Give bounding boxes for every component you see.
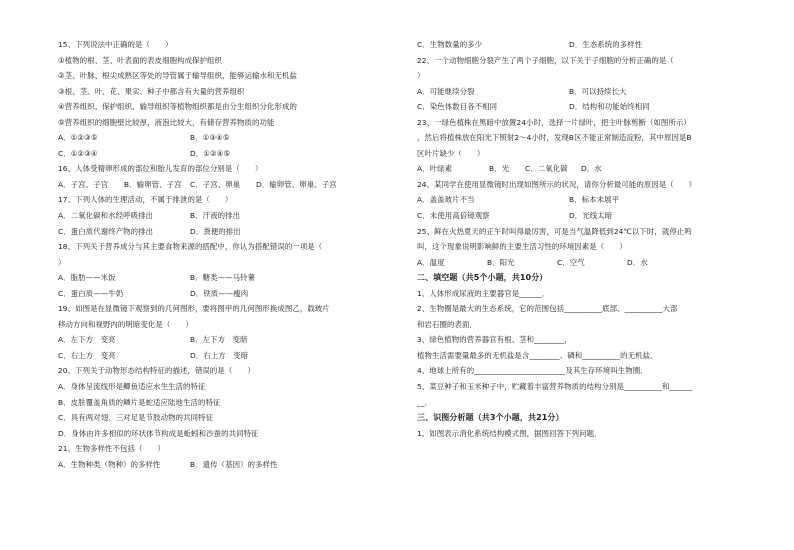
question-17-options-cd bbox=[58, 227, 388, 236]
question-21-option-a: A．生物种类（物种）的多样性 bbox=[58, 459, 161, 469]
question-22-stem: 22、一个动物细胞分裂产生了两个子细胞，以下关于子细胞的分析正确的是（ bbox=[417, 55, 674, 65]
question-19-option-b: B．左下方 变暗 bbox=[190, 335, 248, 345]
question-22-stem-cont: ） bbox=[417, 71, 425, 81]
question-23-stem: 23、一绿色植株在黑暗中放置24小时，选择一片绿叶，把主叶脉剪断（如图所示） bbox=[417, 117, 691, 127]
question-18-option-d: D．铁质——瘦肉 bbox=[190, 288, 249, 298]
question-20-stem: 20、下列关于动物形态结构特征的描述，错误的是（ ） bbox=[58, 366, 255, 376]
question-19-option-d: D．右上方 变暗 bbox=[190, 350, 249, 360]
question-23-option-d: D．水 bbox=[581, 164, 602, 174]
question-21-option-b: B．遗传（基因）的多样性 bbox=[190, 459, 278, 469]
question-23-options bbox=[417, 164, 752, 173]
question-17-stem: 17、下列人体的生理活动，不属于排泄的是（ ） bbox=[58, 195, 233, 205]
question-18-option-b: B．糖类——马铃薯 bbox=[190, 273, 256, 283]
question-25-options bbox=[417, 258, 752, 267]
question-15-statement-4: ④营养组织、保护组织、输导组织等植物组织都是由分生组织分化形成的 bbox=[58, 102, 297, 112]
question-24-option-d: D．光线太暗 bbox=[569, 211, 613, 221]
question-17-option-a: A．二氧化碳和水经呼吸排出 bbox=[58, 211, 154, 221]
question-18-options-ab bbox=[58, 273, 388, 282]
question-23-stem-cont-2: 区叶片缺少（ ） bbox=[417, 148, 485, 158]
question-21-option-d: D．生态系统的多样性 bbox=[569, 40, 643, 49]
fill-blank-4: 4、地球上所有的________________________及其生存环境叫生物圈． bbox=[417, 366, 648, 376]
question-15-statement-1: ①植物的根、茎、叶表面的表皮细胞构成保护组织 bbox=[58, 55, 223, 65]
question-15-statement-3: ③根、茎、叶、花、果实、种子中都含有大量的营养组织 bbox=[58, 86, 245, 96]
question-25-option-a: A．温度 bbox=[417, 257, 445, 267]
question-18-option-c: C．蛋白质——牛奶 bbox=[58, 288, 124, 298]
question-20-option-d: D．身体由许多相似的环状体节构成是蚯蚓和沙蚕的共同特征 bbox=[58, 428, 259, 438]
question-17-options-ab bbox=[58, 211, 388, 220]
question-16-option-c: C．子宫、卵巢 bbox=[190, 179, 241, 189]
question-22-options-cd bbox=[417, 102, 752, 111]
question-24-stem: 24、某同学在使用显微镜时出现如图所示的状况，请你分析最可能的原因是（ ） bbox=[417, 179, 697, 189]
question-24-option-c: C．未使用高倍镜观察 bbox=[417, 211, 490, 221]
question-24-options-ab bbox=[417, 195, 752, 204]
question-15-option-a: A．①②③⑤ bbox=[58, 133, 98, 143]
question-23-option-b: B．光 bbox=[489, 164, 510, 174]
question-15-stem: 15、下列说法中正确的是（ ） bbox=[58, 40, 173, 49]
question-15-statement-2: ②茎、叶脉、根尖成熟区等处的导管属于输导组织，能够运输水和无机盐 bbox=[58, 71, 297, 81]
question-15-statement-5: ⑤营养组织的细胞壁比较厚，液泡比较大，有储存营养物质的功能 bbox=[58, 117, 275, 127]
question-16-option-d: D．输卵管、卵巢、子宫 bbox=[256, 179, 337, 189]
question-19-options-cd bbox=[58, 351, 388, 360]
question-25-option-c: C．空气 bbox=[557, 257, 585, 267]
question-20-option-b: B．皮肤覆盖角质的鳞片是蛇适应陆地生活的特征 bbox=[58, 397, 221, 407]
section-3-title: 三、识图分析题（共3个小题，共21分） bbox=[417, 413, 564, 423]
question-23-option-c: C．二氧化碳 bbox=[525, 164, 568, 174]
question-18-stem-cont: ） bbox=[58, 257, 66, 267]
question-19-stem-cont: 移动方向和视野内的明暗变化是（ ） bbox=[58, 319, 193, 329]
question-21-options-cd bbox=[417, 40, 752, 49]
question-25-option-d: D．水 bbox=[627, 257, 648, 267]
fill-blank-3-cont: 植物生活需要量最多的无机盐是含________、磷和__________的无机盐． bbox=[417, 350, 658, 360]
question-24-options-cd bbox=[417, 211, 752, 220]
question-23-option-a: A．叶绿素 bbox=[417, 164, 453, 174]
question-25-stem: 25、鲜在火热夏天的正午时叫得最厉害，可是当气温降低到24℃以下时，就停止鸣 bbox=[417, 226, 692, 236]
question-24-option-b: B．标本未展平 bbox=[569, 195, 620, 205]
question-19-option-a: A．左下方 变亮 bbox=[58, 335, 116, 345]
question-16-option-b: B．输卵管、子宫 bbox=[124, 179, 182, 189]
fill-blank-3: 3、绿色植物的营养器官有根、茎和________， bbox=[417, 335, 573, 345]
question-19-options-ab bbox=[58, 335, 388, 344]
fill-blank-2: 2、生物圈是最大的生态系统，它的范围包括__________底部、__________大部 bbox=[417, 304, 678, 314]
fill-blank-2-cont: 和岩石圈的表面． bbox=[417, 319, 477, 329]
question-17-option-b: B．汗液的排出 bbox=[190, 211, 241, 221]
question-15-option-d: D．①②④⑤ bbox=[190, 148, 231, 158]
question-17-option-c: C．蛋白质代谢终产物的排出 bbox=[58, 226, 154, 236]
question-15-options-cd bbox=[58, 149, 388, 158]
question-19-stem: 19、如图是在显微镜下观察到的几何图形，要将图甲的几何图形换成图乙，载玻片 bbox=[58, 304, 330, 314]
question-22-option-d: D．结构和功能始终相同 bbox=[569, 102, 650, 112]
question-21-option-c: C．生物数量的多少 bbox=[417, 40, 483, 49]
question-22-options-ab bbox=[417, 87, 752, 96]
question-18-stem: 18、下列关于营养成分与其主要食物来源的搭配中，你认为搭配错误的一项是（ bbox=[58, 242, 323, 252]
question-19-option-c: C．右上方 变亮 bbox=[58, 350, 116, 360]
question-23-stem-cont: ，然后将植株放在阳光下照射2～4小时，发现B区不能正常制造淀粉，其中原因是B bbox=[417, 133, 692, 143]
question-22-option-a: A．可能继续分裂 bbox=[417, 86, 475, 96]
question-24-option-a: A．盖盖玻片不当 bbox=[417, 195, 475, 205]
question-18-options-cd bbox=[58, 289, 388, 298]
question-16-options bbox=[58, 180, 388, 189]
left-column bbox=[58, 40, 388, 475]
question-16-stem: 16、人体受精卵形成的部位和胎儿发育的部位分别是（ ） bbox=[58, 164, 263, 174]
question-15-option-c: C．①②③④ bbox=[58, 148, 98, 158]
question-21-options-ab bbox=[58, 460, 388, 469]
question-25-stem-cont: 叫，这个现象说明影响鲜的主要生活习性的环境因素是（ ） bbox=[417, 242, 627, 252]
question-16-option-a: A．子宫、子宫 bbox=[58, 179, 109, 189]
question-15-options-ab bbox=[58, 133, 388, 142]
section-2-title: 二、填空题（共5个小题，共10分） bbox=[417, 273, 548, 283]
question-15-option-b: B．①③④⑤ bbox=[190, 133, 230, 143]
fill-blank-1: 1、人体形成尿液的主要器官是______． bbox=[417, 288, 550, 298]
fill-blank-5: 5、菜豆种子和玉米种子中，贮藏着丰富营养物质的结构分别是__________和______ bbox=[417, 382, 693, 392]
question-20-option-c: C．具有两对翅、三对足是节肢动物的共同特征 bbox=[58, 413, 214, 423]
question-21-stem: 21、生物多样性不包括（ ） bbox=[58, 444, 165, 454]
question-20-option-a: A．身体呈流线形是鲫鱼适应水生生活的特征 bbox=[58, 382, 206, 392]
right-column bbox=[417, 40, 752, 444]
fill-blank-5-cont: __． bbox=[417, 397, 433, 407]
question-22-option-b: B．可以持续长大 bbox=[569, 86, 627, 96]
question-17-option-d: D．粪便的排出 bbox=[190, 226, 241, 236]
question-22-option-c: C．染色体数目各不相同 bbox=[417, 102, 498, 112]
diagram-question-1: 1、如图表示消化系统结构模式图，据图回答下列问题． bbox=[417, 428, 602, 438]
question-25-option-b: B．阳光 bbox=[487, 257, 515, 267]
question-18-option-a: A．脂肪——米饭 bbox=[58, 273, 116, 283]
